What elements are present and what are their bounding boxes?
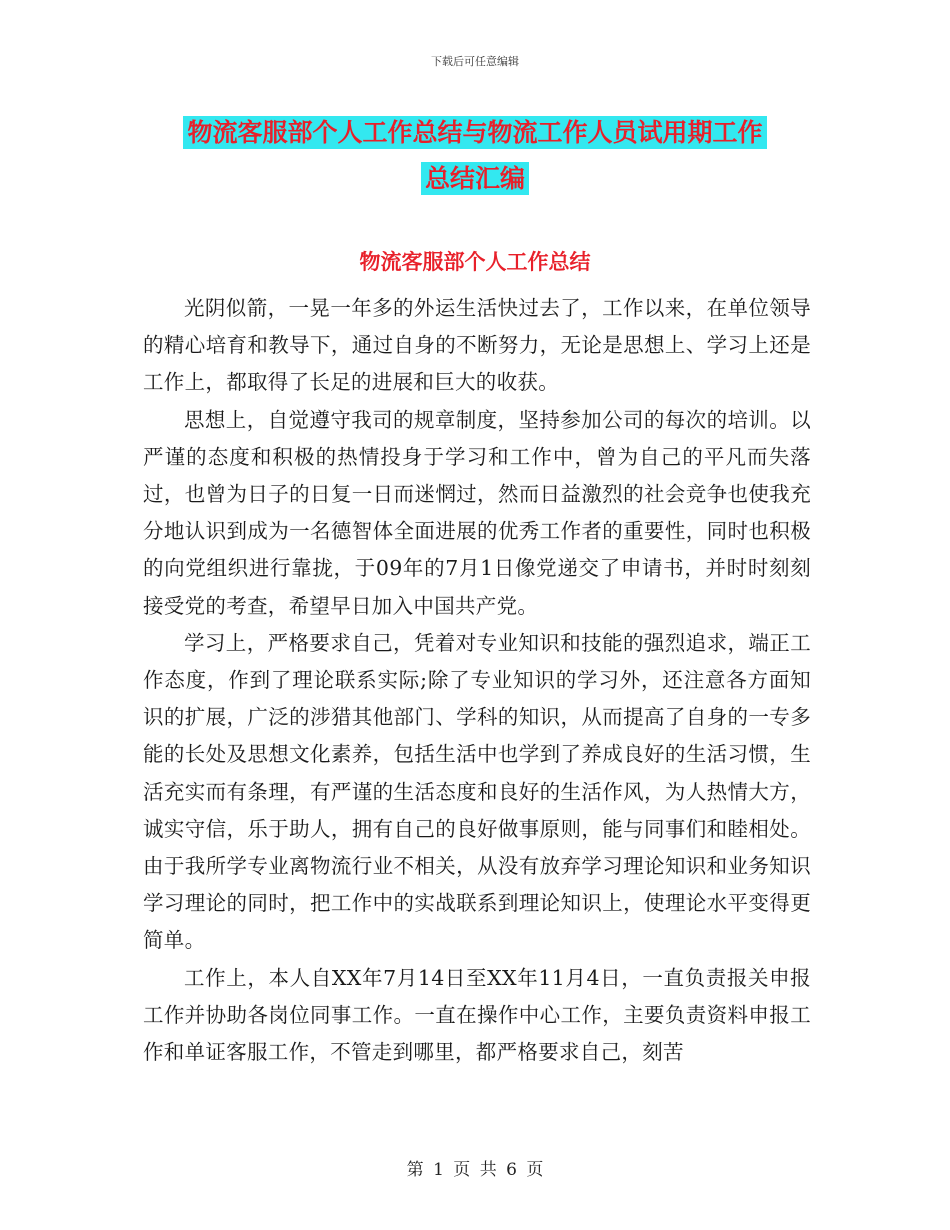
document-title xyxy=(0,110,950,202)
paragraph: 思想上，自觉遵守我司的规章制度，坚持参加公司的每次的培训。以严谨的态度和积极的热情投身于学习和工作中，曾为自己的平凡而失落过，也曾为日子的日复一日而迷惘过，然而日益激烈的社会竞争也使我充分地认识到成为一名德智体全面进展的优秀工作者的重要性，同时也积极的向党组织进行靠拢，于09年的7月1日像党递交了申请书，并时时刻刻接受党的考查，希望早日加入中国共产党。 xyxy=(143,407,811,618)
paragraph: 工作上，本人自XX年7月14日至XX年11月4日，一直负责报关申报工作并协助各岗位同事工作。一直在操作中心工作，主要负责资料申报工作和单证客服工作，不管走到哪里，都严格要求自己，刻苦 xyxy=(143,965,811,1065)
paragraph: 学习上，严格要求自己，凭着对专业知识和技能的强烈追求，端正工作态度，作到了理论联系实际;除了专业知识的学习外，还注意各方面知识的扩展，广泛的涉猎其他部门、学科的知识，从而提高了自身的一专多能的长处及思想文化素养，包括生活中也学到了养成良好的生活习惯，生活充实而有条理，有严谨的生活态度和良好的生活作风，为人热情大方，诚实守信，乐于助人，拥有自己的良好做事原则，能与同事们和睦相处。由于我所学专业离物流行业不相关，从没有放弃学习理论知识和业务知识学习理论的同时，把工作中的实战联系到理论知识上，使理论水平变得更简单。 xyxy=(143,630,811,953)
paragraph: 光阴似箭，一晃一年多的外运生活快过去了，工作以来，在单位领导的精心培育和教导下，通过自身的不断努力，无论是思想上、学习上还是工作上，都取得了长足的进展和巨大的收获。 xyxy=(143,296,811,395)
title-line-2: 总结汇编 xyxy=(421,162,529,195)
header-note: 下载后可任意编辑 xyxy=(431,55,519,68)
section-title: 物流客服部个人工作总结 xyxy=(359,250,591,274)
page-footer: 第 1 页 共 6 页 xyxy=(406,1160,544,1180)
document-body xyxy=(143,290,811,1071)
title-line-1: 物流客服部个人工作总结与物流工作人员试用期工作 xyxy=(183,116,766,149)
